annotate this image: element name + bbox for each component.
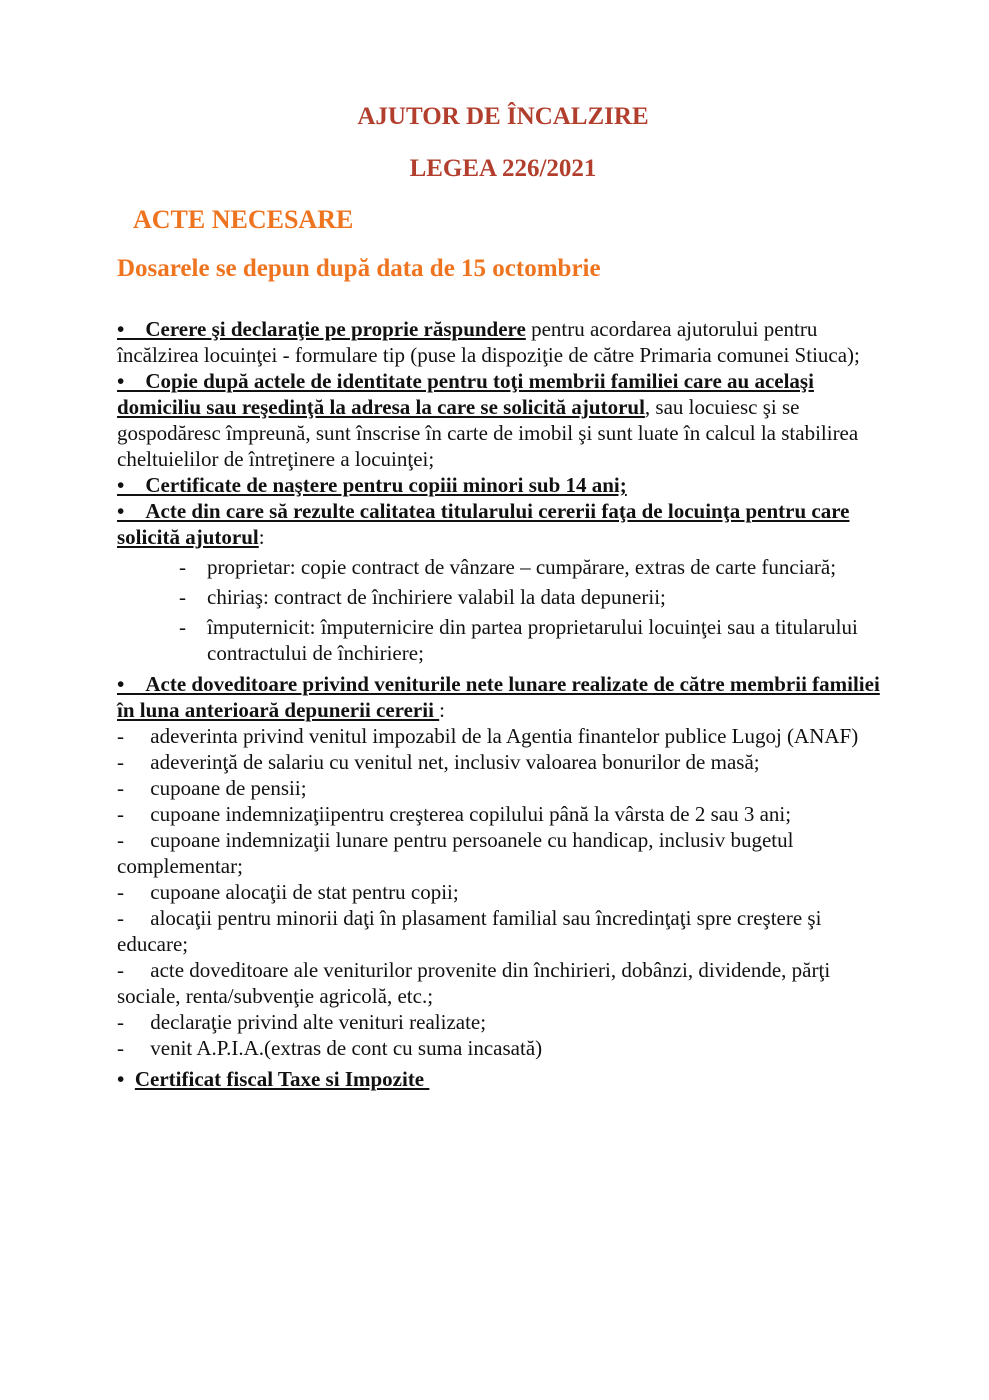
item-text: - cupoane indemnizaţii lunare pentru persoanele cu handicap, inclusiv bugetul complementar; — [117, 828, 794, 878]
item-text: - adeverinţă de salariu cu venitul net, inclusiv valoarea bonurilor de masă; — [117, 750, 760, 774]
item-text: - alocaţii pentru minorii daţi în plasament familial sau încredinţaţi spre creştere şi educare; — [117, 906, 822, 956]
item-text: - cupoane de pensii; — [117, 776, 307, 800]
item-lead-text: • Cerere şi declaraţie pe proprie răspundere — [117, 317, 526, 341]
item-text: , sau locuiesc şi se gospodăresc împreună, sunt înscrise în carte de imobil şi sunt luate în calcul la stabilirea cheltuielilor de întreţinere a locuinţei; — [117, 395, 859, 471]
item-text: - declaraţie privind alte venituri realizate; — [117, 1010, 487, 1034]
item-text: - acte doveditoare ale veniturilor provenite din închirieri, dobânzi, dividende, părţi sociale, renta/subvenţie agricolă, etc.; — [117, 958, 831, 1008]
dash-item-income-declaration — [117, 1009, 889, 1035]
item-text: : — [439, 698, 446, 722]
bullet-marker: • — [117, 1067, 135, 1091]
dash-item-pension-coupons — [117, 775, 889, 801]
item-lead-text: • Copie după actele de identitate pentru toţi membrii familiei care au acelaşi domiciliu sau reşedinţă la adresa la care se solicită ajutorul — [117, 369, 814, 419]
item-lead-text: • Certificate de naştere pentru copiii minori sub 14 ani; — [117, 473, 627, 497]
item-text: - chiriaş: contract de închiriere valabil la data depunerii; — [179, 585, 666, 609]
dash-item-anaf-certificate — [117, 723, 889, 749]
dash-item-disability-indemnity — [117, 827, 889, 879]
item-lead-text: • Acte din care să rezulte calitatea titularului cererii faţa de locuinţa pentru care solicită ajutorul — [117, 499, 850, 549]
dash-item-state-allowance — [117, 879, 889, 905]
list-item-request-declaration — [117, 316, 889, 368]
item-text: : — [258, 525, 265, 549]
list-item-identity-copies — [117, 368, 889, 472]
item-text: - cupoane indemnizaţiipentru creşterea copilului până la vârsta de 2 sau 3 ani; — [117, 802, 792, 826]
item-text: - venit A.P.I.A.(extras de cont cu suma incasată) — [117, 1036, 543, 1060]
dash-item-apia-income — [117, 1035, 889, 1061]
item-text: - cupoane alocaţii de stat pentru copii; — [117, 880, 459, 904]
item-text: pentru acordarea ajutorului pentru încălzirea locuinţei - formulare tip (puse la dispoziţie de către Primaria comunei Stiuca); — [117, 317, 860, 367]
document-subtitle: LEGEA 226/2021 — [409, 155, 597, 182]
item-lead-text: Certificat fiscal Taxe si Impozite — [134, 1067, 430, 1091]
list-item-birth-certificates — [117, 472, 889, 498]
item-lead-text: • Acte doveditoare privind veniturile nete lunare realizate de către membrii familiei în luna anterioară depunerii cererii — [117, 672, 880, 722]
item-text: - proprietar: copie contract de vânzare – cumpărare, extras de carte funciară; — [179, 555, 837, 579]
dash-item-salary-certificate — [117, 749, 889, 775]
section-heading: ACTE NECESARE — [133, 205, 354, 234]
dash-item-other-income-proof — [117, 957, 889, 1009]
dash-item-childcare-indemnity — [117, 801, 889, 827]
item-text: - împuternicit: împuternicire din partea proprietarului locuinţei sau a titularului contractului de închiriere; — [179, 615, 858, 665]
list-item-fiscal-certificate — [117, 1066, 889, 1092]
item-text: - adeverinta privind venitul impozabil de la Agentia finantelor publice Lugoj (ANAF) — [117, 724, 859, 748]
deadline-notice: Dosarele se depun după data de 15 octombrie — [117, 255, 601, 282]
sub-item-tenant — [117, 584, 889, 610]
sub-item-proxy — [117, 614, 889, 666]
document-title: AJUTOR DE ÎNCALZIRE — [357, 103, 649, 130]
list-item-income-proof — [117, 671, 889, 723]
dash-item-foster-allowance — [117, 905, 889, 957]
sub-item-owner — [117, 554, 889, 580]
list-item-dwelling-status — [117, 498, 889, 550]
requirements-list — [117, 316, 889, 1092]
